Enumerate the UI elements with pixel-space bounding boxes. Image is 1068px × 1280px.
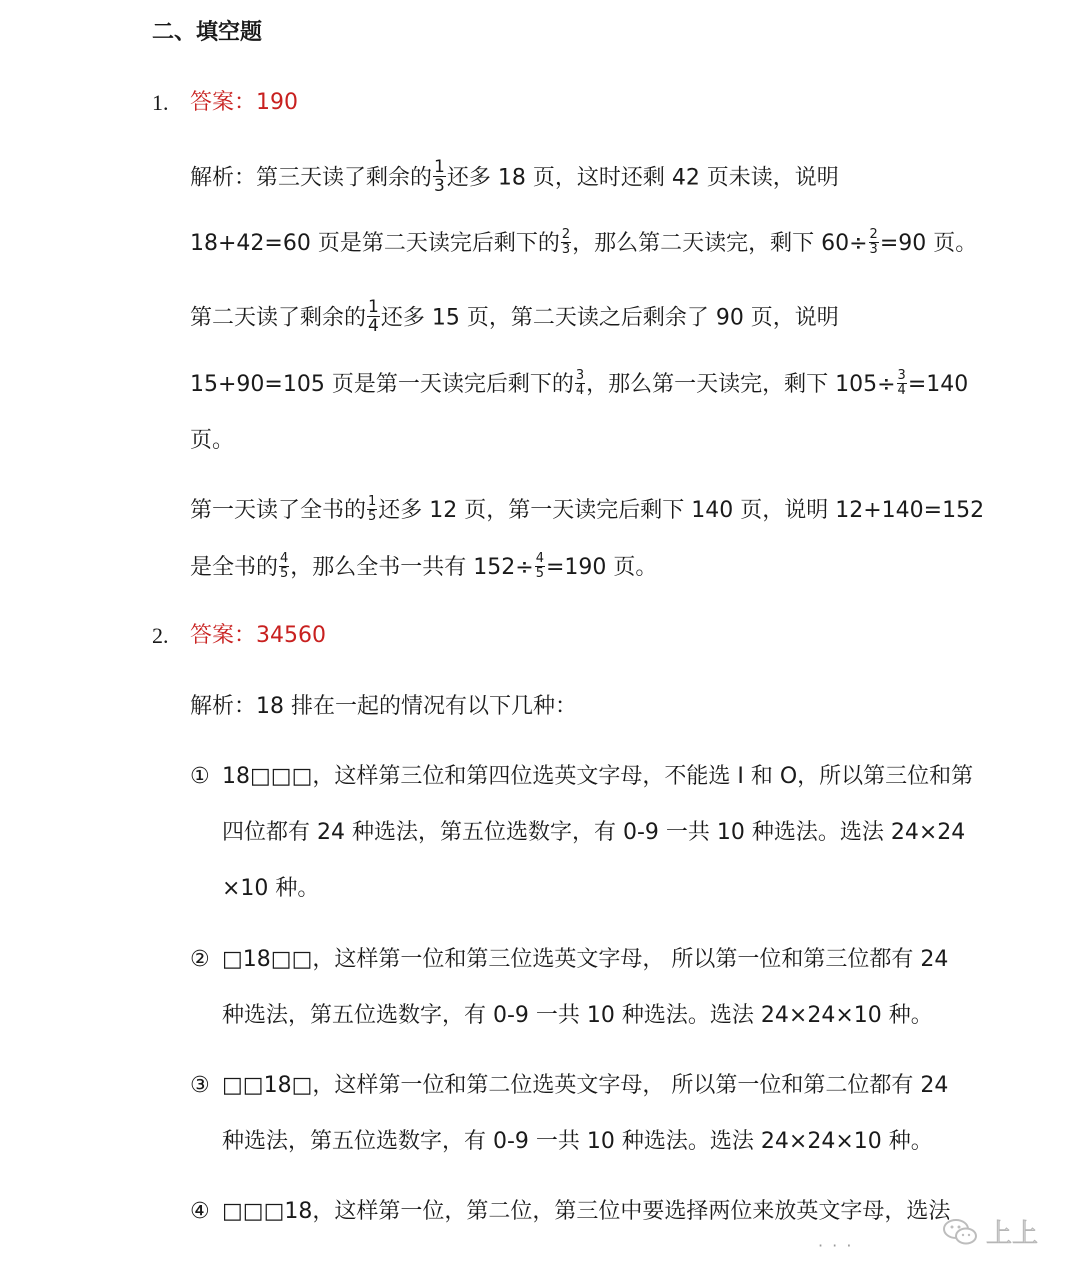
item-3-line-1: □□18□，这样第一位和第二位选英文字母， 所以第一位和第二位都有 24 — [222, 1073, 949, 1098]
fraction: $\frac{1}{3}$ — [434, 157, 445, 196]
item-mark-1: ① — [190, 764, 210, 789]
fraction: $\frac{1}{4}$ — [368, 297, 379, 336]
fraction: $\frac{2}{3}$ — [869, 226, 878, 257]
answer-2: 答案：34560 — [190, 623, 326, 648]
q1-line-6: 第一天读了全书的 $\frac{1}{5}$ 还多 12 页，第一天读完后剩下 140 页，说明 12+140=152 — [190, 493, 985, 524]
question-number-2: 2. — [152, 623, 169, 648]
watermark-text: 上上 — [985, 1219, 1038, 1249]
item-mark-2: ② — [190, 947, 210, 972]
item-3-line-2: 种选法，第五位选数字，有 0-9 一共 10 种选法。选法 24×24×10 种。 — [222, 1129, 933, 1154]
item-1-line-1: 18□□□，这样第三位和第四位选英文字母，不能选 I 和 O，所以第三位和第 — [222, 764, 974, 789]
item-mark-4: ④ — [190, 1199, 210, 1224]
q1-line-5: 页。 — [190, 428, 235, 453]
item-1-line-3: ×10 种。 — [222, 876, 320, 901]
fraction: $\frac{4}{5}$ — [280, 550, 289, 581]
fraction: $\frac{1}{5}$ — [368, 493, 377, 524]
item-4-line-1: □□□18，这样第一位，第二位，第三位中要选择两位来放英文字母，选法 — [222, 1199, 951, 1224]
q1-line-3: 第二天读了剩余的 $\frac{1}{4}$ 还多 15 页，第二天读之后剩余了 90 页，说明 — [190, 297, 839, 336]
q1-line-2: 18+42=60 页是第二天读完后剩下的 $\frac{2}{3}$ ，那么第二天读完，剩下 60÷ $\frac{2}{3}$ =90 页。 — [190, 226, 978, 257]
item-2-line-1: □18□□，这样第一位和第三位选英文字母， 所以第一位和第三位都有 24 — [222, 947, 949, 972]
fraction: $\frac{4}{5}$ — [535, 550, 544, 581]
question-number-1: 1. — [152, 90, 169, 115]
answer-1: 答案：190 — [190, 90, 298, 115]
q1-line-1: 解析：第三天读了剩余的 $\frac{1}{3}$ 还多 18 页，这时还剩 42 页未读，说明 — [190, 157, 839, 196]
wechat-icon — [942, 1217, 978, 1247]
watermark-dots: · · · — [818, 1236, 854, 1255]
fraction: $\frac{2}{3}$ — [561, 226, 571, 257]
section-title: 二、填空题 — [152, 20, 263, 45]
q1-line-7: 是全书的 $\frac{4}{5}$ ，那么全书一共有 152÷ $\frac{4}{5}$ =190 页。 — [190, 550, 658, 581]
watermark — [942, 1213, 1038, 1250]
q2-intro: 解析：18 排在一起的情况有以下几种： — [190, 694, 577, 719]
fraction: $\frac{3}{4}$ — [897, 367, 906, 398]
q1-line-4: 15+90=105 页是第一天读完后剩下的 $\frac{3}{4}$ ，那么第一天读完，剩下 105÷ $\frac{3}{4}$ =140 — [190, 367, 969, 398]
item-2-line-2: 种选法，第五位选数字，有 0-9 一共 10 种选法。选法 24×24×10 种。 — [222, 1003, 933, 1028]
fraction: $\frac{3}{4}$ — [575, 367, 585, 398]
item-mark-3: ③ — [190, 1073, 210, 1098]
item-1-line-2: 四位都有 24 种选法，第五位选数字，有 0-9 一共 10 种选法。选法 24×24 — [222, 820, 966, 845]
